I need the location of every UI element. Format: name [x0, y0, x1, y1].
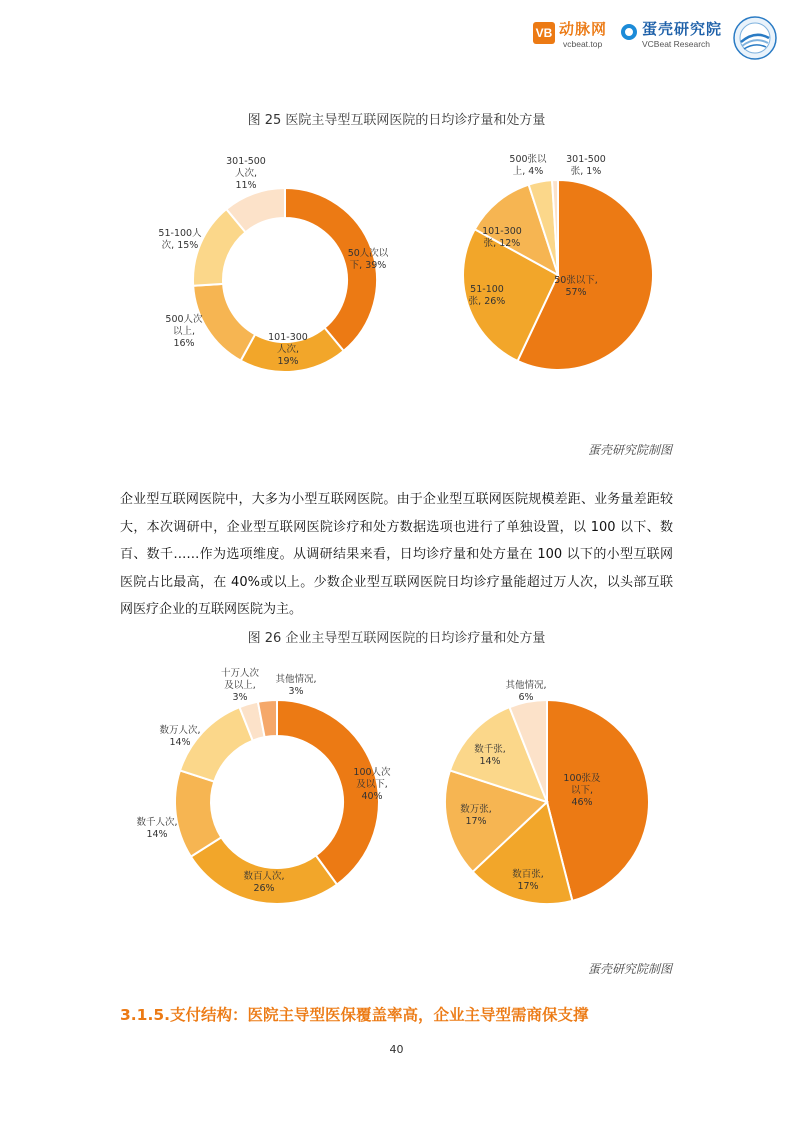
chart1-label-1-line-0: 51-100	[470, 284, 504, 295]
chart0-label-0	[328, 248, 408, 272]
chart1-label-2-line-1: 张, 12%	[483, 238, 521, 249]
chart1-label-4	[546, 154, 626, 178]
figure-26-source: 蛋壳研究院制图	[587, 962, 672, 976]
chart0-label-1-line-1: 人次,	[276, 344, 300, 355]
chart1-label-4-line-0: 301-500	[566, 154, 606, 165]
chart0-label-1-line-2: 19%	[277, 356, 299, 367]
chart2-label-4-line-2: 3%	[232, 692, 248, 703]
chart2-label-5-line-1: 3%	[288, 686, 304, 697]
research-sub: VCBeat Research	[642, 39, 711, 49]
chart2-label-2-line-1: 14%	[146, 829, 168, 840]
chart3-label-2-line-0: 数万张,	[460, 804, 492, 815]
chart0-label-1-line-0: 101-300	[268, 332, 308, 343]
chart0-label-4	[206, 156, 286, 192]
chart1-label-3-line-0: 500张以	[509, 154, 547, 165]
chart0-label-2-line-0: 500人次	[165, 314, 203, 325]
chart3-label-1-line-0: 数百张,	[512, 869, 544, 880]
chart0-label-4-line-1: 人次,	[234, 168, 258, 179]
chart2-label-1-line-1: 26%	[253, 883, 275, 894]
chart2-label-2-line-0: 数千人次,	[136, 817, 178, 828]
chart0-label-2	[144, 314, 224, 350]
vcbeat-logo-icon: VB	[533, 22, 555, 44]
chart2-label-5	[256, 674, 336, 698]
chart2-label-2	[117, 817, 197, 841]
chart3-label-3-line-1: 14%	[479, 756, 501, 767]
chart0-label-3-line-0: 51-100人	[158, 228, 202, 239]
chart0-label-0-line-0: 50人次以	[347, 248, 389, 259]
chart0-label-3-line-1: 次, 15%	[161, 240, 199, 251]
chart1-label-4-line-1: 张, 1%	[570, 166, 602, 177]
chart1-label-1	[447, 284, 527, 308]
chart3-label-0	[542, 773, 622, 809]
chart3-label-1	[488, 869, 568, 893]
chart1-label-2	[462, 226, 542, 250]
chart0-label-4-line-0: 301-500	[226, 156, 266, 167]
chart0-label-2-line-2: 16%	[173, 338, 195, 349]
chart3-label-4	[486, 680, 566, 704]
chart3-label-0-line-1: 以下,	[570, 785, 594, 796]
chart1-label-1-line-1: 张, 26%	[468, 296, 506, 307]
chart0-label-4-line-2: 11%	[235, 180, 257, 191]
chart2-label-3	[140, 725, 220, 749]
chart2-label-0	[332, 767, 412, 803]
chart2-label-3-line-0: 数万人次,	[159, 725, 201, 736]
chart0-label-2-line-1: 以上,	[172, 326, 196, 337]
chart3-label-2	[436, 804, 516, 828]
chart1-label-0	[536, 275, 616, 299]
chart3-label-4-line-1: 6%	[518, 692, 534, 703]
chart2-label-1	[224, 871, 304, 895]
section-heading: 3.1.5.支付结构：医院主导型医保覆盖率高，企业主导型需商保支撑	[120, 1006, 589, 1024]
figure-25-source: 蛋壳研究院制图	[587, 443, 672, 457]
chart3-label-0-line-0: 100张及	[563, 773, 601, 784]
chart3-label-0-line-2: 46%	[571, 797, 593, 808]
chart2-label-5-line-0: 其他情况,	[275, 674, 317, 685]
chart2-label-0-line-2: 40%	[361, 791, 383, 802]
chart3-label-2-line-1: 17%	[465, 816, 487, 827]
chart0-label-3	[140, 228, 220, 252]
chart2-label-1-line-0: 数百人次,	[243, 871, 285, 882]
vcbeat-url: vcbeat.top	[563, 39, 603, 49]
chart2-label-4-line-1: 及以上,	[224, 680, 256, 691]
chart3-label-4-line-0: 其他情况,	[505, 680, 547, 691]
chart1-label-0-line-1: 57%	[565, 287, 587, 298]
chart2-label-4-line-0: 十万人次	[220, 668, 259, 679]
figure-26-title: 图 26 企业主导型互联网医院的日均诊疗量和处方量	[247, 631, 546, 646]
chart3-label-1-line-1: 17%	[517, 881, 539, 892]
chart1-label-3-line-1: 上, 4%	[512, 166, 544, 177]
chart2-label-3-line-1: 14%	[169, 737, 191, 748]
research-logo-icon	[621, 24, 637, 40]
page-number: 40	[389, 1043, 404, 1056]
report-seal-icon	[733, 16, 777, 60]
header-logos	[525, 14, 787, 60]
chart1-label-0-line-0: 50张以下,	[554, 275, 598, 286]
chart0-label-1	[248, 332, 328, 368]
chart3-label-3-line-0: 数千张,	[474, 744, 506, 755]
vcbeat-name: 动脉网	[559, 20, 608, 38]
figure-25-title: 图 25 医院主导型互联网医院的日均诊疗量和处方量	[247, 113, 546, 128]
research-name: 蛋壳研究院	[642, 20, 723, 38]
chart0-label-0-line-1: 下, 39%	[349, 260, 387, 271]
chart2-label-0-line-0: 100人次	[353, 767, 391, 778]
chart3-label-3	[450, 744, 530, 768]
body-paragraph: 企业型互联网医院中，大多为小型互联网医院。由于企业型互联网医院规模差距、业务量差距较大，本次调研中，企业型互联网医院诊疗和处方数据选项也进行了单独设置，以 100 以下、数百、数千……作为选项维度。从调研结果来看，日均诊疗量和处方量在 100 以下的小型互联网医院占比最高，在 40%或以上。少数企业型互联网医院日均诊疗量能超过万人次，以头部互联网医疗企业的互联网医院为主。	[120, 492, 673, 617]
chart2-label-0-line-1: 及以下,	[356, 779, 388, 790]
chart1-label-2-line-0: 101-300	[482, 226, 522, 237]
